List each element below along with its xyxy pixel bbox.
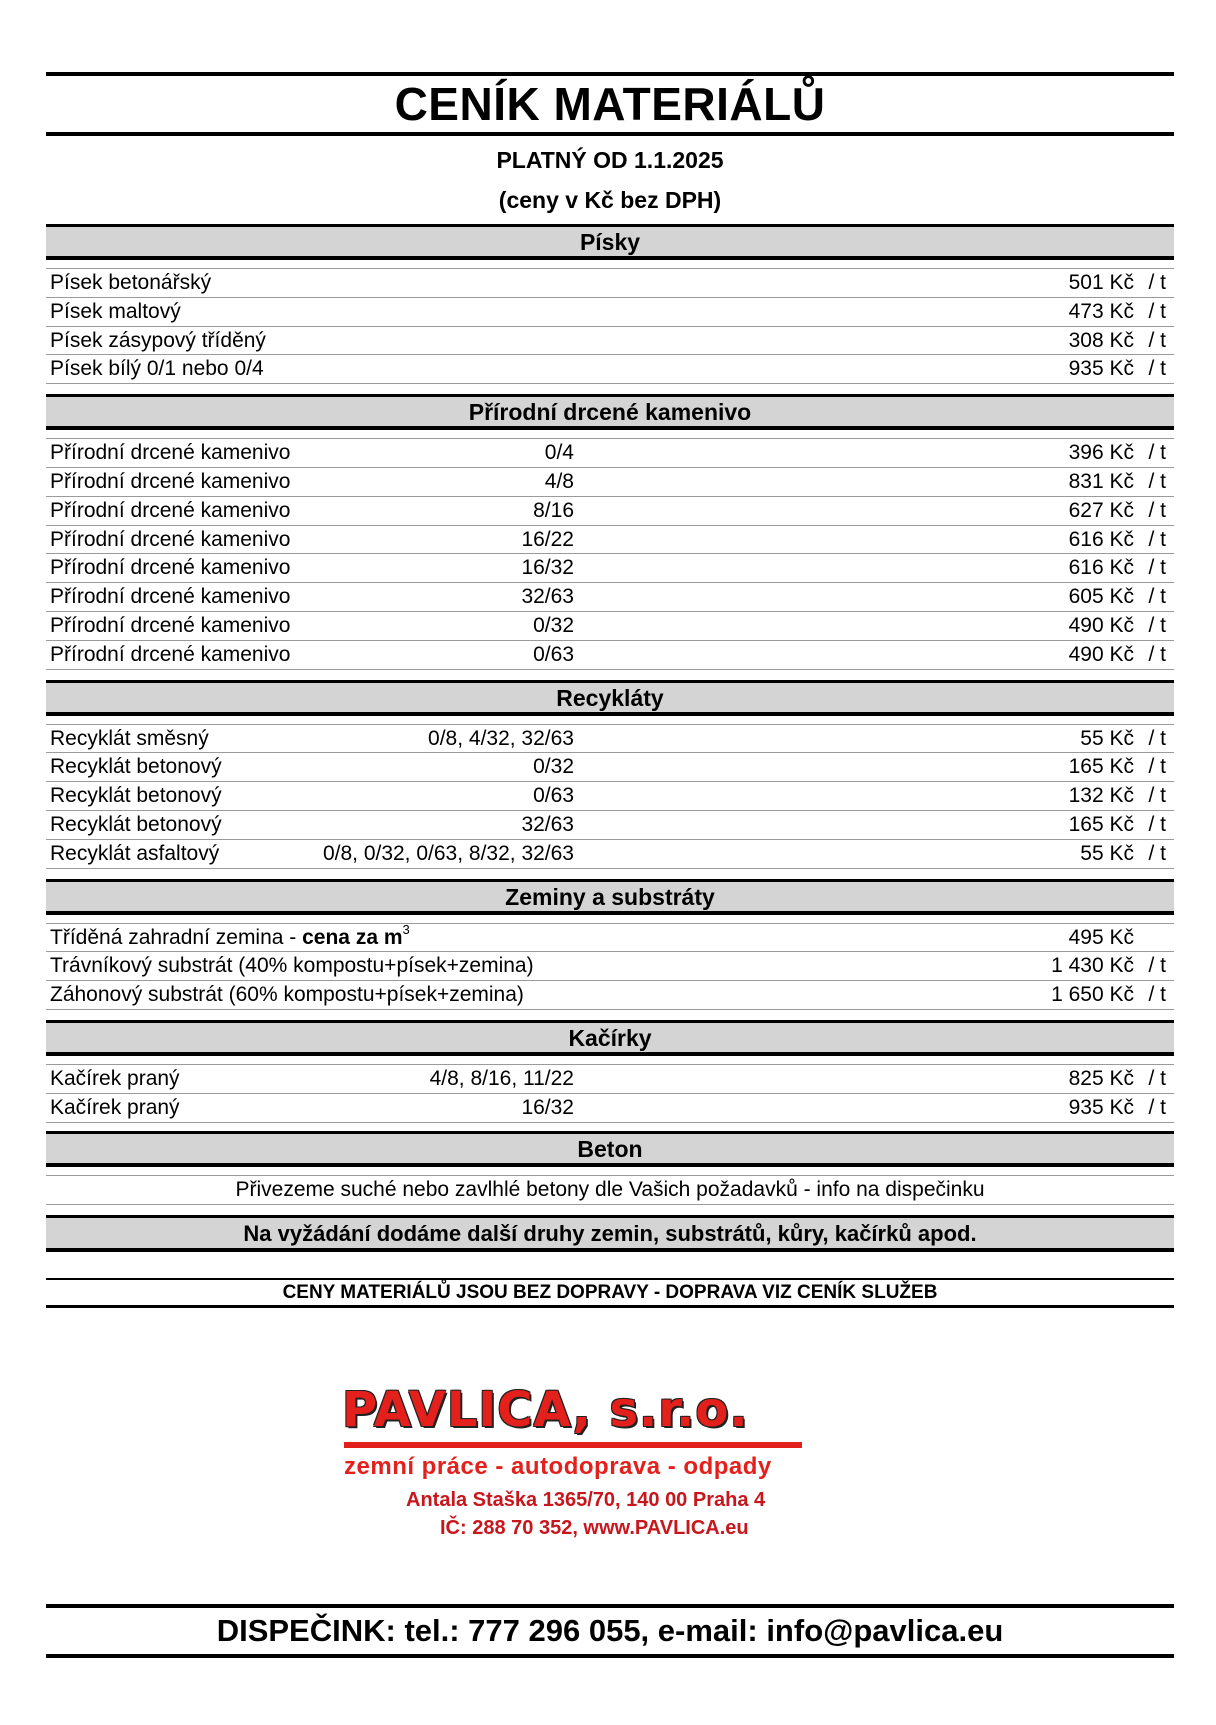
row-price xyxy=(1069,355,1166,383)
table-row xyxy=(46,497,1174,526)
row-price-unit: / t xyxy=(1148,585,1166,609)
row-fraction: 8/16 xyxy=(533,498,574,522)
table-row xyxy=(46,811,1174,840)
row-name: Kačírek praný xyxy=(50,1066,180,1090)
row-price xyxy=(1069,468,1166,496)
row-price xyxy=(1069,497,1166,525)
table-row xyxy=(46,952,1174,981)
row-price-value: 132 Kč xyxy=(1068,784,1134,808)
row-price-unit: / t xyxy=(1148,271,1166,294)
valid-from: PLATNÝ OD 1.1.2025 xyxy=(496,147,724,173)
section-heading-beton: Beton xyxy=(46,1131,1174,1167)
table-row xyxy=(46,782,1174,811)
row-price-unit: / t xyxy=(1148,642,1166,666)
rows-zeminy xyxy=(46,923,1174,1010)
row-price-unit: / t xyxy=(1148,841,1166,865)
row-price-value: 605 Kč xyxy=(1068,585,1134,609)
section-heading-recyklaty: Recykláty xyxy=(46,680,1174,716)
row-fraction: 4/8, 8/16, 11/22 xyxy=(429,1066,574,1090)
beton-note: Přivezeme suché nebo zavlhlé betony dle Vašich požadavků - info na dispečinku xyxy=(46,1175,1174,1205)
row-name: Recyklát betonový xyxy=(50,755,222,779)
section-heading-kacirky: Kačírky xyxy=(46,1020,1174,1056)
row-name: Přírodní drcené kamenivo xyxy=(50,498,291,522)
row-price xyxy=(1069,612,1166,640)
row-name: Tříděná zahradní zemina - cena za $m^3$ xyxy=(50,921,410,949)
row-price xyxy=(1069,1065,1166,1093)
row-price-value: 490 Kč xyxy=(1068,642,1134,666)
row-name: Přírodní drcené kamenivo xyxy=(50,613,291,637)
rows-kacirky xyxy=(46,1064,1174,1123)
row-name: Písek zásypový tříděný xyxy=(50,328,266,352)
table-row xyxy=(46,753,1174,782)
row-price-value: 396 Kč xyxy=(1068,441,1134,465)
table-row xyxy=(46,327,1174,356)
row-price-unit: / t xyxy=(1148,556,1166,580)
row-price xyxy=(1069,782,1166,810)
row-price-value: 1 430 Kč xyxy=(1051,954,1134,978)
row-name: Kačírek praný xyxy=(50,1095,180,1119)
row-price-value: 825 Kč xyxy=(1068,1066,1134,1090)
row-price-value: 55 Kč xyxy=(1080,841,1134,865)
row-price xyxy=(1080,840,1166,868)
row-name: Přírodní drcené kamenivo xyxy=(50,469,291,493)
table-row xyxy=(46,641,1174,670)
table-row xyxy=(46,921,1174,953)
row-price: 495 Kč xyxy=(1068,925,1134,949)
company-ico-web: IČ: 288 70 352, www.PAVLICA.eu xyxy=(440,1517,749,1539)
row-price xyxy=(1069,327,1166,355)
row-name-sup: 3 xyxy=(402,921,410,937)
row-name: Záhonový substrát (60% kompostu+písek+zemina) xyxy=(50,983,524,1007)
row-fraction: 16/22 xyxy=(521,527,574,551)
table-row xyxy=(46,355,1174,384)
rows-recyklaty xyxy=(46,724,1174,869)
table-row xyxy=(46,439,1174,468)
row-price-unit: / t xyxy=(1148,469,1166,493)
table-row xyxy=(46,725,1174,754)
row-name: Recyklát asfaltový xyxy=(50,841,220,865)
row-price-value: 308 Kč xyxy=(1068,328,1134,352)
row-price-value: 831 Kč xyxy=(1068,469,1134,493)
row-price-unit: / t xyxy=(1148,527,1166,551)
row-name: Recyklát směsný xyxy=(50,726,209,750)
company-tagline: zemní práce - autodoprava - odpady xyxy=(344,1453,772,1480)
row-price-unit: / t xyxy=(1148,755,1166,779)
company-name: PAVLICA, s.r.o. xyxy=(342,1382,749,1438)
table-row xyxy=(46,840,1174,869)
table-row xyxy=(46,526,1174,555)
table-row xyxy=(46,269,1174,298)
row-price-unit: / t xyxy=(1148,441,1166,465)
row-price-value: 935 Kč xyxy=(1068,357,1134,381)
table-row xyxy=(46,1065,1174,1094)
row-price xyxy=(1069,753,1166,781)
row-price-value: 616 Kč xyxy=(1068,527,1134,551)
title-block xyxy=(46,72,1174,136)
table-row xyxy=(46,468,1174,497)
row-price xyxy=(1051,981,1166,1009)
row-price xyxy=(1051,952,1166,980)
dispatch-footer: DISPEČINK: tel.: 777 296 055, e-mail: info@pavlica.eu xyxy=(46,1604,1174,1658)
row-price-unit: / t xyxy=(1148,328,1166,352)
row-price-value: 501 Kč xyxy=(1068,271,1134,294)
page-title: CENÍK MATERIÁLŮ xyxy=(394,78,826,130)
row-price xyxy=(1069,439,1166,467)
row-price-unit: / t xyxy=(1148,812,1166,836)
row-price-unit: / t xyxy=(1148,784,1166,808)
row-name: Přírodní drcené kamenivo xyxy=(50,585,291,609)
row-price-unit: / t xyxy=(1148,613,1166,637)
row-price-unit: / t xyxy=(1148,1066,1166,1090)
row-name: Přírodní drcené kamenivo xyxy=(50,441,291,465)
row-price xyxy=(1069,811,1166,839)
row-price xyxy=(1069,641,1166,669)
table-row xyxy=(46,298,1174,327)
row-price-value: 627 Kč xyxy=(1068,498,1134,522)
table-row xyxy=(46,583,1174,612)
row-price xyxy=(1069,526,1166,554)
row-fraction: 0/63 xyxy=(533,784,574,808)
row-fraction: 0/32 xyxy=(533,613,574,637)
logo-bar xyxy=(344,1442,802,1448)
table-row xyxy=(46,554,1174,583)
row-price xyxy=(1069,1094,1166,1122)
row-price xyxy=(1069,554,1166,582)
transport-note: CENY MATERIÁLŮ JSOU BEZ DOPRAVY - DOPRAVA VIZ CENÍK SLUŽEB xyxy=(46,1278,1174,1308)
row-price-unit: / t xyxy=(1148,726,1166,750)
row-name: Přírodní drcené kamenivo xyxy=(50,642,291,666)
row-price-unit: / t xyxy=(1148,954,1166,978)
rows-pisky xyxy=(46,268,1174,384)
row-fraction: 0/8, 0/32, 0/63, 8/32, 32/63 xyxy=(322,841,574,865)
row-price xyxy=(1069,269,1166,297)
section-heading-kamenivo: Přírodní drcené kamenivo xyxy=(46,394,1174,430)
rows-kamenivo xyxy=(46,438,1174,669)
row-name: Písek bílý 0/1 nebo 0/4 xyxy=(50,357,264,381)
row-name: Písek maltový xyxy=(50,299,181,323)
section-heading-pisky: Písky xyxy=(46,224,1174,260)
row-fraction: 32/63 xyxy=(521,812,574,836)
row-name-bold: cena za m xyxy=(302,925,403,949)
rows-zeminy-rest xyxy=(46,952,1174,1010)
price-list-page xyxy=(46,0,1174,1648)
row-price-unit: / t xyxy=(1148,1095,1166,1119)
table-row xyxy=(46,1094,1174,1123)
request-note: Na vyžádání dodáme další druhy zemin, substrátů, kůry, kačírků apod. xyxy=(46,1215,1174,1252)
section-heading-zeminy: Zeminy a substráty xyxy=(46,879,1174,915)
row-fraction: 0/32 xyxy=(533,755,574,779)
row-price-value: 1 650 Kč xyxy=(1051,983,1134,1007)
row-price xyxy=(1069,583,1166,611)
row-fraction: 32/63 xyxy=(521,585,574,609)
row-fraction: 0/8, 4/32, 32/63 xyxy=(428,726,574,750)
row-price-unit: / t xyxy=(1148,498,1166,522)
price-note: (ceny v Kč bez DPH) xyxy=(498,187,722,213)
row-price xyxy=(1080,725,1166,753)
company-address: Antala Staška 1365/70, 140 00 Praha 4 xyxy=(406,1489,766,1511)
row-price-value: 473 Kč xyxy=(1068,299,1134,323)
row-price-unit: / t xyxy=(1148,357,1166,381)
row-fraction: 16/32 xyxy=(521,556,574,580)
row-name: Trávníkový substrát (40% kompostu+písek+zemina) xyxy=(50,954,534,978)
row-name: Písek betonářský xyxy=(50,271,212,294)
row-price-value: 616 Kč xyxy=(1068,556,1134,580)
row-price-value: 490 Kč xyxy=(1068,613,1134,637)
row-price-unit: / t xyxy=(1148,983,1166,1007)
table-row xyxy=(46,612,1174,641)
table-row xyxy=(46,981,1174,1010)
row-price-value: 165 Kč xyxy=(1068,812,1134,836)
row-fraction: 0/63 xyxy=(533,642,574,666)
row-price xyxy=(1069,298,1166,326)
row-fraction: 16/32 xyxy=(521,1095,574,1119)
row-price-value: 935 Kč xyxy=(1068,1095,1134,1119)
row-fraction: 0/4 xyxy=(544,441,574,465)
row-name: Recyklát betonový xyxy=(50,784,222,808)
row-price-value: 55 Kč xyxy=(1080,726,1134,750)
row-price-unit: / t xyxy=(1148,299,1166,323)
row-name: Recyklát betonový xyxy=(50,812,222,836)
row-name: Přírodní drcené kamenivo xyxy=(50,527,291,551)
row-name: Přírodní drcené kamenivo xyxy=(50,556,291,580)
row-price-value: 165 Kč xyxy=(1068,755,1134,779)
row-fraction: 4/8 xyxy=(544,469,574,493)
